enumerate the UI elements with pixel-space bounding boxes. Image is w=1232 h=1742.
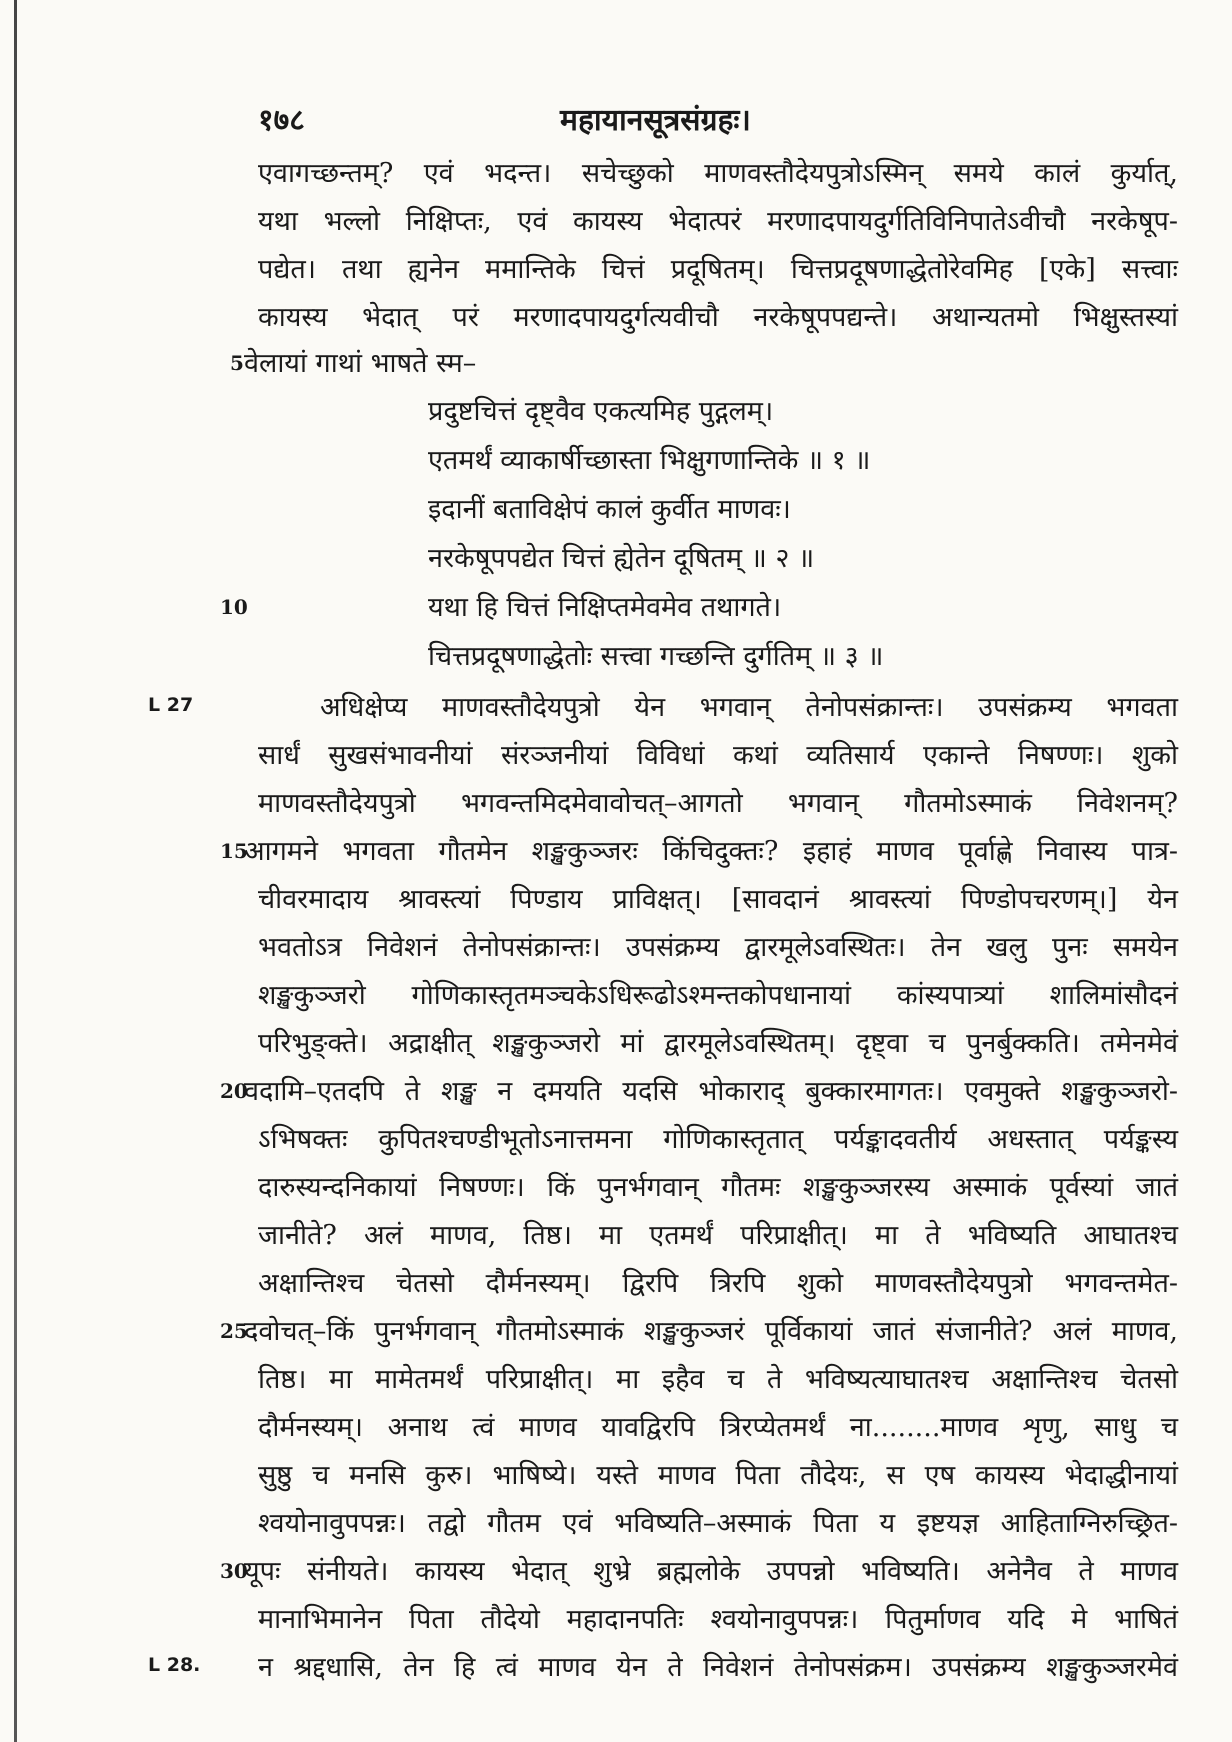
text-line: श्वयोनावुपपन्नः। तद्वो गौतम एवं भविष्यति–अस्माकं पिता य इष्टयज्ञ आहिताग्निरुच्छ्रित-: [258, 1508, 1178, 1539]
text-line: अधिक्षेप्य माणवस्तौदेयपुत्रो येन भगवान् तेनोपसंक्रान्तः। उपसंक्रम्य भगवता: [320, 692, 1178, 723]
text-line: माणवस्तौदेयपुत्रो भगवन्तमिदमेवावोचत्–आगतो भगवान् गौतमोऽस्माकं निवेशनम्?: [258, 788, 1178, 819]
verse-line: एतमर्थं व्याकार्षीच्छास्ता भिक्षुगणान्तिके ॥ १ ॥: [428, 445, 871, 476]
text-line: यथा भल्लो निक्षिप्तः, एवं कायस्य भेदात्परं मरणादपायदुर्गतिविनिपातेऽवीचौ नरकेषूप-: [258, 206, 1178, 237]
text-line: चीवरमादाय श्रावस्त्यां पिण्डाय प्राविक्षत्। [सावदानं श्रावस्त्यां पिण्डोपचरणम्।] येन: [258, 884, 1178, 915]
text-line: ऽभिषक्तः कुपितश्चण्डीभूतोऽनात्तमना गोणिकास्तृतात् पर्यङ्कादवतीर्य अधस्तात् पर्यङ्कस्य: [258, 1124, 1178, 1155]
text-line: शङ्खकुञ्जरो गोणिकास्तृतमञ्चकेऽधिरूढोऽश्मन्तकोपधानायां कांस्यपात्र्यां शालिमांसौदनं: [258, 980, 1178, 1011]
text-line: वेलायां गाथां भाषते स्म–: [244, 348, 477, 379]
text-line: पद्येत। तथा ह्यनेन ममान्तिके चित्तं प्रदूषितम्। चित्तप्रदूषणाद्धेतोरेवमिह [एके] सत्त्वाः: [258, 254, 1178, 285]
text-line: परिभुङ्क्ते। अद्राक्षीत् शङ्खकुञ्जरो मां द्वारमूलेऽवस्थितम्। दृष्ट्वा च पुनर्बुक्कति। तमेनमेवं: [258, 1028, 1178, 1059]
text-line: यूपः संनीयते। कायस्य भेदात् शुभ्रे ब्रह्मलोके उपपन्नो भविष्यति। अनेनैव ते माणव: [244, 1556, 1178, 1587]
line-number: 10: [220, 595, 248, 619]
text-line: एवागच्छन्तम्? एवं भदन्त। सचेच्छुको माणवस्तौदेयपुत्रोऽस्मिन् समये कालं कुर्यात्,: [258, 158, 1178, 189]
text-line: दवोचत्–किं पुनर्भगवान् गौतमोऽस्माकं शङ्खकुञ्जरं पूर्विकायां जातं संजानीते? अलं माणव,: [244, 1316, 1178, 1347]
line-number: 25: [220, 1319, 248, 1343]
text-line: दौर्मनस्यम्। अनाथ त्वं माणव यावद्विरपि त्रिरप्येतमर्थं ना........माणव शृणु, साधु च: [258, 1412, 1178, 1443]
text-line: सुष्ठु च मनसि कुरु। भाषिष्ये। यस्ते माणव पिता तौदेयः, स एष कायस्य भेदाद्धीनायां: [258, 1460, 1178, 1491]
text-line: आगमने भगवता गौतमेन शङ्खकुञ्जरः किंचिदुक्तः? इहाहं माणव पूर्वाह्णे निवास्य पात्र-: [244, 836, 1178, 867]
line-number: 15: [220, 839, 248, 863]
text-line: न श्रद्दधासि, तेन हि त्वं माणव येन ते निवेशनं तेनोपसंक्रम। उपसंक्रम्य शङ्खकुञ्जरमेवं: [258, 1652, 1178, 1683]
running-title: महायानसूत्रसंग्रहः।: [560, 103, 751, 138]
line-number: 30: [220, 1559, 248, 1583]
verse-line: यथा हि चित्तं निक्षिप्तमेवमेव तथागते।: [428, 592, 782, 623]
text-line: वदामि–एतदपि ते शङ्ख न दमयति यदसि भोकाराद् बुक्कारमागतः। एवमुक्ते शङ्खकुञ्जरो-: [244, 1076, 1178, 1107]
verse-line: प्रदुष्टचित्तं दृष्ट्वैव एकत्यमिह पुद्गलम्।: [428, 396, 774, 427]
line-number: 20: [220, 1079, 248, 1103]
verse-line: इदानीं बताविक्षेपं कालं कुर्वीत माणवः।: [428, 494, 791, 525]
text-line: सार्धं सुखसंभावनीयां संरञ्जनीयां विविधां कथां व्यतिसार्य एकान्ते निषण्णः। शुको: [258, 740, 1178, 771]
text-line: भवतोऽत्र निवेशनं तेनोपसंक्रान्तः। उपसंक्रम्य द्वारमूलेऽवस्थितः। तेन खलु पुनः समयेन: [258, 932, 1178, 963]
margin-reference: L 28.: [148, 1654, 201, 1676]
text-line: मानाभिमानेन पिता तौदेयो महादानपतिः श्वयोनावुपपन्नः। पितुर्माणव यदि मे भाषितं: [258, 1604, 1178, 1635]
line-number: 5: [230, 351, 244, 375]
verse-line: नरकेषूपपद्येत चित्तं ह्येतेन दूषितम् ॥ २ ॥: [428, 543, 815, 574]
page-number: १७८: [258, 103, 305, 138]
text-line: तिष्ठ। मा मामेतमर्थं परिप्राक्षीत्। मा इहैव च ते भविष्यत्याघातश्च अक्षान्तिश्च चेतसो: [258, 1364, 1178, 1395]
book-spine-edge: [14, 0, 17, 1742]
margin-reference: L 27: [148, 694, 194, 716]
text-line: कायस्य भेदात् परं मरणादपायदुर्गत्यवीचौ नरकेषूपपद्यन्ते। अथान्यतमो भिक्षुस्तस्यां: [258, 302, 1178, 333]
text-line: अक्षान्तिश्च चेतसो दौर्मनस्यम्। द्विरपि त्रिरपि शुको माणवस्तौदेयपुत्रो भगवन्तमेत-: [258, 1268, 1178, 1299]
text-line: जानीते? अलं माणव, तिष्ठ। मा एतमर्थं परिप्राक्षीत्। मा ते भविष्यति आघातश्च: [258, 1220, 1178, 1251]
verse-line: चित्तप्रदूषणाद्धेतोः सत्त्वा गच्छन्ति दुर्गतिम् ॥ ३ ॥: [428, 641, 884, 672]
text-line: दारुस्यन्दनिकायां निषण्णः। किं पुनर्भगवान् गौतमः शङ्खकुञ्जरस्य अस्माकं पूर्वस्यां जातं: [258, 1172, 1178, 1203]
